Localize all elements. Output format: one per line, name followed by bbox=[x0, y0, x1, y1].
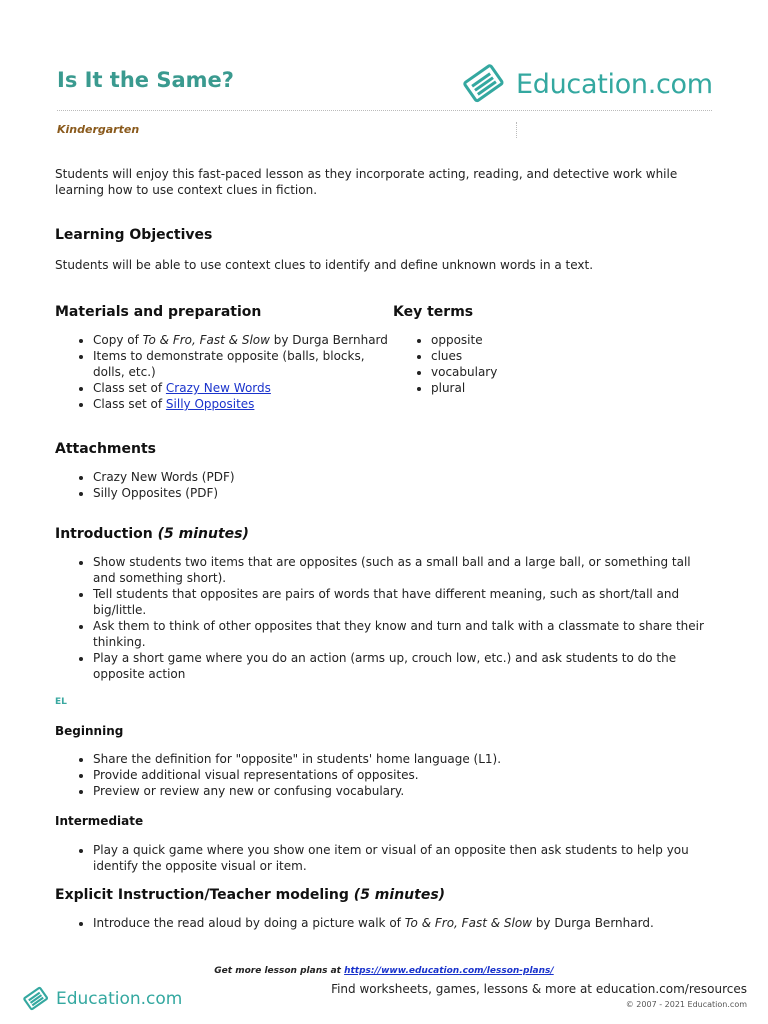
list-item: • Class set of Crazy New Words bbox=[93, 380, 393, 396]
footer-copyright: © 2007 - 2021 Education.com bbox=[625, 1000, 747, 1009]
attachment-item[interactable]: • Silly Opposites (PDF) bbox=[93, 485, 715, 501]
lesson-plans-link[interactable]: https://www.education.com/lesson-plans/ bbox=[344, 966, 554, 976]
beginning-heading: Beginning bbox=[55, 724, 124, 738]
education-logo-icon bbox=[19, 982, 53, 1016]
list-item: • Class set of Silly Opposites bbox=[93, 396, 393, 412]
list-item: • Ask them to think of other opposites that they know and turn and talk with a classmate to share their thinking. bbox=[93, 618, 715, 650]
crazy-new-words-link[interactable]: Crazy New Words bbox=[165, 381, 271, 395]
list-item: • Play a short game where you do an action (arms up, crouch low, etc.) and ask students to do the opposite action bbox=[93, 650, 715, 682]
explicit-instruction-list bbox=[55, 915, 715, 931]
beginning-list bbox=[55, 751, 715, 799]
attachments-heading: Attachments bbox=[55, 441, 157, 457]
introduction-heading: Introduction (5 minutes) bbox=[55, 526, 249, 542]
materials-heading: Materials and preparation bbox=[55, 304, 262, 320]
footer-more-lessons: Get more lesson plans at https://www.education.com/lesson-plans/ bbox=[214, 966, 554, 976]
list-item: • Items to demonstrate opposite (balls, blocks, dolls, etc.) bbox=[93, 348, 393, 380]
materials-list bbox=[55, 332, 393, 412]
list-item: • Share the definition for "opposite" in students' home language (L1). bbox=[93, 751, 715, 767]
footer-find-text: Find worksheets, games, lessons & more at education.com/resources bbox=[331, 982, 747, 996]
list-item: • Provide additional visual representations of opposites. bbox=[93, 767, 715, 783]
materials-section bbox=[55, 304, 393, 412]
footer-brand-name: Education.com bbox=[56, 989, 183, 1009]
education-logo[interactable] bbox=[456, 56, 713, 112]
education-logo-icon bbox=[456, 56, 512, 112]
list-item: • plural bbox=[431, 380, 497, 396]
list-item: • Tell students that opposites are pairs of words that have different meaning, such as short/tall and big/little. bbox=[93, 586, 715, 618]
intermediate-list bbox=[55, 842, 715, 874]
list-item: • Play a quick game where you show one item or visual of an opposite then ask students to help you identify the opposite visual or item. bbox=[93, 842, 715, 874]
key-terms-heading: Key terms bbox=[393, 304, 474, 320]
header-vertical-divider bbox=[516, 122, 517, 138]
objectives-heading: Learning Objectives bbox=[55, 227, 213, 243]
objectives-text: Students will be able to use context clues to identify and define unknown words in a text. bbox=[55, 258, 594, 272]
list-item: • clues bbox=[431, 348, 497, 364]
introduction-list bbox=[55, 554, 715, 682]
footer-logo[interactable] bbox=[19, 982, 182, 1016]
explicit-instruction-heading: Explicit Instruction/Teacher modeling (5 minutes) bbox=[55, 887, 446, 903]
grade-level: Kindergarten bbox=[57, 123, 140, 136]
brand-name: Education.com bbox=[516, 68, 713, 100]
list-item: • Show students two items that are opposites (such as a small ball and a large ball, or something tall and something short). bbox=[93, 554, 715, 586]
el-tag: EL bbox=[55, 697, 67, 707]
lesson-intro-text: Students will enjoy this fast-paced lesson as they incorporate acting, reading, and detective work while learning how to use context clues in fiction. bbox=[55, 167, 678, 197]
list-item: • Copy of To & Fro, Fast & Slow by Durga Bernhard bbox=[93, 332, 393, 348]
header-divider bbox=[57, 110, 712, 111]
intermediate-heading: Intermediate bbox=[55, 814, 144, 828]
list-item: • Preview or review any new or confusing vocabulary. bbox=[93, 783, 715, 799]
materials-keyterms-columns bbox=[55, 304, 715, 412]
key-terms-section bbox=[393, 304, 497, 412]
page-title: Is It the Same? bbox=[57, 68, 234, 92]
lesson-content bbox=[55, 166, 715, 931]
list-item: • Introduce the read aloud by doing a picture walk of To & Fro, Fast & Slow by Durga Bernhard. bbox=[93, 915, 715, 931]
list-item: • vocabulary bbox=[431, 364, 497, 380]
silly-opposites-link[interactable]: Silly Opposites bbox=[165, 397, 255, 411]
key-terms-list bbox=[393, 332, 497, 396]
attachment-item[interactable]: • Crazy New Words (PDF) bbox=[93, 469, 715, 485]
list-item: • opposite bbox=[431, 332, 497, 348]
attachments-list bbox=[55, 469, 715, 501]
